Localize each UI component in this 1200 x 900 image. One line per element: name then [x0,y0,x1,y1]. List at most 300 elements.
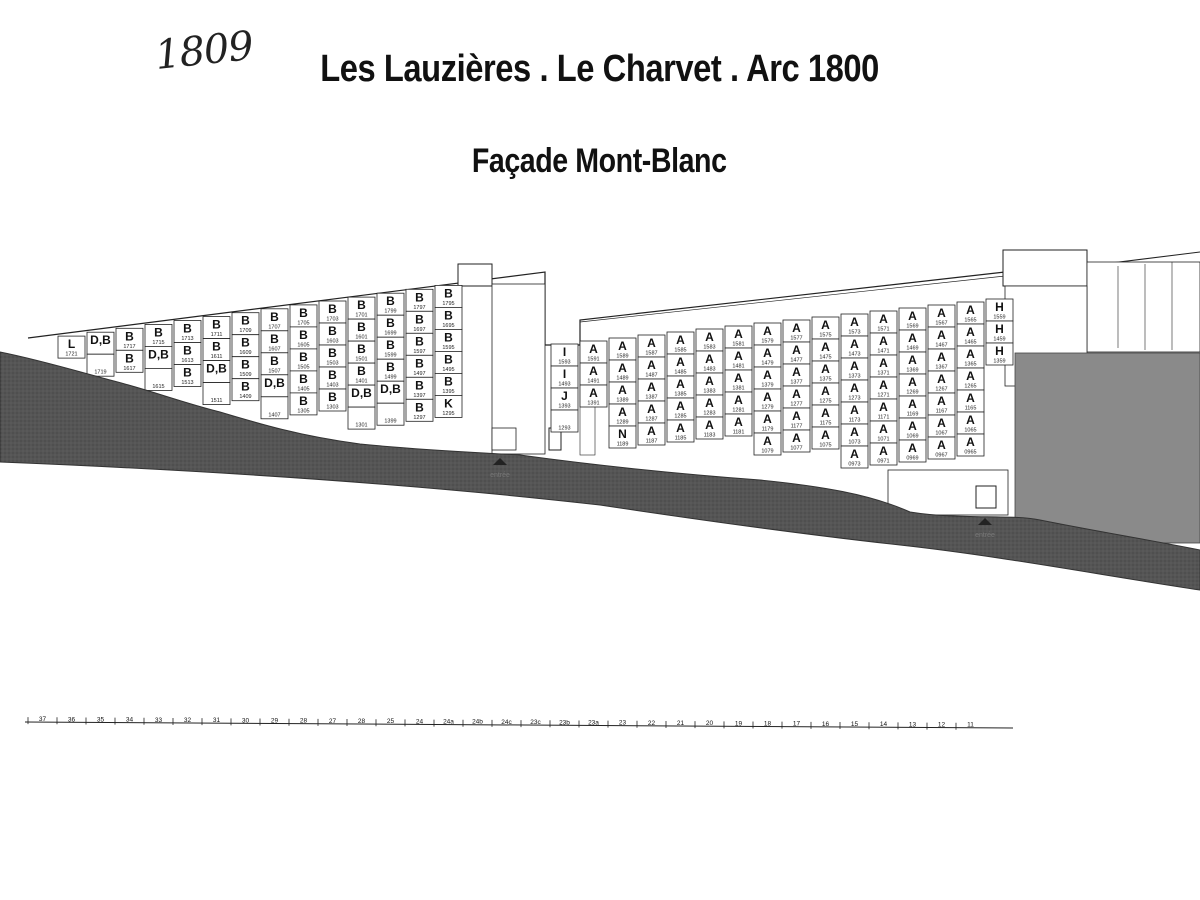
apartment-type-label: A [589,364,598,378]
apartment-type-label: A [850,425,859,439]
apartment-type-label: B [241,335,250,350]
apartment-number: 1709 [239,328,252,335]
apartment-type-label: A [937,438,946,452]
axis-label: 20 [705,720,714,728]
apartment-type-label: A [647,380,656,394]
apartment-type-label: A [676,333,685,347]
apartment-type-label: A [763,346,772,360]
apartment-number: 1575 [819,332,832,339]
apartment-number: 1371 [877,370,890,377]
apartment-type-label: B [328,302,337,316]
apartment-number: 1613 [181,358,194,364]
apartment-number: 1799 [384,308,397,315]
apartment-number: 1593 [558,359,571,366]
apartment-type-label: B [299,371,308,386]
apartment-type-label: A [792,431,801,445]
apartment-type-label: B [241,379,250,394]
apartment-number: 1395 [442,388,455,395]
apartment-type-label: D,B [380,382,401,397]
apartment-type-label: A [792,343,801,357]
apartment-number: 1185 [674,435,687,442]
apartment-type-label: A [763,434,772,448]
apartment-number: 1505 [297,364,310,371]
apartment-type-label: B [328,324,337,338]
apartment-type-label: A [618,383,627,397]
apartment-number: 1071 [877,436,890,443]
apartment-number: 1297 [413,414,426,421]
apartment-number: 1597 [413,348,426,355]
apartment-number: 1271 [877,392,890,399]
apartment-type-label: B [299,393,308,408]
apartment-number: 1293 [558,425,571,432]
apartment-type-label: B [299,327,308,342]
apartment-number: 1573 [848,329,861,336]
page-title: Les Lauzières . Le Charvet . Arc 1800 [320,48,879,90]
apartment-number: 1695 [442,322,455,329]
axis-label: 37 [38,716,47,724]
apartment-type-label: N [618,427,627,441]
apartment-type-label: A [705,352,714,366]
apartment-type-label: A [966,303,975,317]
apartment-type-label: B [270,309,279,324]
apartment-type-label: A [734,415,743,429]
apartment-number: 1389 [616,397,629,404]
apartment-number: 1507 [268,368,281,375]
apartment-type-label: I [562,345,567,359]
apartment-type-label: A [676,377,685,391]
apartment-number: 1169 [906,411,919,418]
apartment-number: 1073 [848,439,861,446]
apartment-number: 1379 [761,382,774,389]
apartment-type-label: B [357,364,366,379]
apartment-type-label: B [444,374,453,389]
apartment-number: 1499 [384,374,397,381]
apartment-type-label: A [734,327,743,341]
apartment-type-label: B [415,334,424,349]
apartment-type-label: B [444,286,453,301]
apartment-type-label: A [879,400,888,414]
apartment-number: 1393 [558,403,571,410]
apartment-number: 1579 [761,338,774,345]
axis-label: 15 [850,721,859,729]
apartment-number: 1577 [790,335,803,342]
apartment-type-label: A [589,342,598,356]
apartment-number: 1079 [761,448,774,455]
axis-label: 33 [154,716,163,724]
apartment-number: 1275 [819,398,832,405]
apartment-number: 1513 [181,380,194,386]
apartment-number: 1495 [442,366,455,373]
apartment-number: 1717 [123,343,136,350]
apartment-type-label: A [821,362,830,376]
apartment-number: 1591 [587,356,600,363]
apartment-number: 1459 [993,336,1006,343]
apartment-type-label: A [850,447,859,461]
apartment-type-label: B [444,352,453,367]
apartment-type-label: B [357,298,366,313]
apartment-type-label: A [705,374,714,388]
apartment-type-label: L [67,337,76,352]
apartment-number: 1475 [819,354,832,361]
apartment-type-label: A [879,444,888,458]
apartment-type-label: A [908,375,917,389]
apartment-number: 1377 [790,379,803,386]
apartment-type-label: B [183,365,192,380]
apartment-type-label: A [908,397,917,411]
apartment-number: 1171 [877,414,890,421]
apartment-type-label: B [241,357,250,372]
apartment-type-label: A [589,386,598,400]
apartment-number: 0969 [906,455,919,462]
apartment-number: 1391 [587,400,600,407]
apartment-type-label: B [444,330,453,345]
apartment-number: 1713 [181,336,194,342]
apartment-number: 1603 [326,338,339,345]
apartment-number: 1795 [442,300,455,307]
axis-label: 23b [559,719,570,727]
axis-label: 32 [183,716,192,724]
apartment-number: 1605 [297,342,310,349]
apartment-type-label: A [908,309,917,323]
axis-label: 23c [530,719,541,727]
apartment-type-label: B [328,368,337,382]
apartment-type-label: A [850,315,859,329]
axis-label: 36 [67,716,76,724]
apartment-number: 1265 [964,383,977,390]
apartment-type-label: A [821,340,830,354]
apartment-type-label: A [734,371,743,385]
entrance-label: entrée [490,472,510,479]
apartment-number: 1721 [65,351,78,358]
apartment-number: 1559 [993,314,1006,321]
apartment-number: 1719 [94,369,107,376]
apartment-number: 1595 [442,344,455,351]
apartment-type-label: D,B [90,333,111,348]
apartment-number: 1077 [790,445,803,452]
apartment-number: 1487 [645,372,658,379]
apartment-number: 1359 [993,358,1006,365]
apartment-type-label: B [386,360,395,375]
grid-axis [25,716,1013,730]
apartment-type-label: B [241,313,250,328]
apartment-number: 0971 [877,458,890,465]
apartment-type-label: H [995,322,1004,336]
apartment-type-label: B [444,308,453,323]
apartment-type-label: A [908,441,917,455]
apartment-type-label: B [357,342,366,357]
apartment-number: 1479 [761,360,774,367]
apartment-number: 1279 [761,404,774,411]
apartment-type-label: B [125,329,134,344]
axis-label: 11 [967,721,974,729]
apartment-number: 1385 [674,391,687,398]
apartment-number: 1269 [906,389,919,396]
axis-label: 14 [879,721,888,729]
axis-label: 18 [763,720,772,728]
apartment-type-label: B [386,294,395,309]
apartment-type-label: A [908,419,917,433]
apartment-number: 1065 [964,427,977,434]
axis-label: 24b [472,718,483,726]
apartment-number: 1601 [355,334,368,341]
apartment-number: 1289 [616,419,629,426]
axis-label: 24 [415,718,424,726]
apartment-number: 1287 [645,416,658,423]
apartment-number: 1281 [732,407,745,414]
apartment-number: 1711 [210,332,223,339]
apartment-number: 1565 [964,317,977,324]
apartment-type-label: A [647,336,656,350]
apartment-number: 1305 [297,408,310,415]
apartment-type-label: B [299,349,308,364]
apartment-number: 1465 [964,339,977,346]
apartment-number: 1467 [935,342,948,349]
apartment-number: 1181 [732,429,745,436]
apartment-type-label: A [937,416,946,430]
apartment-type-label: H [995,300,1004,314]
apartment-type-label: A [937,328,946,342]
apartment-type-label: A [966,413,975,427]
apartment-type-label: B [415,356,424,371]
apartment-type-label: D,B [206,361,227,376]
apartment-type-label: A [966,369,975,383]
apartment-number: 1173 [848,417,861,424]
apartment-number: 1611 [210,354,223,361]
apartment-number: 1409 [239,394,252,401]
axis-label: 16 [821,720,830,728]
apartment-number: 1165 [964,405,977,412]
apartment-type-label: A [879,356,888,370]
axis-label: 25 [386,718,395,726]
entrance-label: entrée [975,532,995,539]
apartment-number: 1587 [645,350,658,357]
apartment-number: 1503 [326,360,339,367]
axis-label: 29 [270,717,279,725]
apartment-number: 1267 [935,386,948,393]
apartment-number: 0965 [964,449,977,456]
apartment-number: 1469 [906,345,919,352]
axis-label: 19 [734,720,743,728]
axis-label: 17 [792,720,801,728]
apartment-type-label: A [908,331,917,345]
apartment-number: 1303 [326,404,339,411]
apartment-number: 1301 [355,422,368,429]
apartment-number: 1373 [848,373,861,380]
apartment-type-label: A [966,435,975,449]
apartment-type-label: A [647,424,656,438]
apartment-type-label: A [792,409,801,423]
apartment-number: 1369 [906,367,919,374]
apartment-type-label: A [821,384,830,398]
apartment-number: 0967 [935,452,948,459]
apartment-number: 1585 [674,347,687,354]
apartment-type-label: A [879,378,888,392]
apartment-number: 1501 [355,356,368,363]
apartment-type-label: B [386,316,395,331]
apartment-number: 1405 [297,386,310,393]
apartment-type-label: D,B [148,347,169,362]
axis-label: 21 [676,719,685,727]
apartment-type-label: A [676,421,685,435]
apartment-type-label: A [734,393,743,407]
apartment-type-label: D,B [264,375,285,390]
apartment-type-label: A [937,394,946,408]
apartment-number: 1797 [413,304,426,311]
apartment-number: 1295 [442,410,455,417]
apartment-type-label: A [966,347,975,361]
apartment-type-label: A [792,365,801,379]
apartment-type-label: B [212,317,221,332]
apartment-number: 1187 [645,438,658,445]
apartment-number: 1397 [413,392,426,399]
axis-label: 24a [443,718,454,726]
apartment-type-label: H [995,344,1004,358]
apartment-number: 1473 [848,351,861,358]
apartment-type-label: A [705,418,714,432]
apartment-number: 1615 [152,383,165,390]
apartment-number: 1705 [297,320,310,327]
apartment-type-label: A [618,339,627,353]
axis-label: 28 [299,717,308,725]
apartment-number: 1367 [935,364,948,371]
axis-label: 22 [647,719,656,727]
apartment-number: 1589 [616,353,629,360]
apartment-type-label: B [125,351,134,366]
apartment-number: 1375 [819,376,832,383]
apartment-type-label: B [415,400,424,415]
apartment-type-label: B [415,290,424,305]
apartment-type-label: A [821,428,830,442]
apartment-type-label: A [647,402,656,416]
apartment-number: 1567 [935,320,948,327]
apartment-type-label: A [792,321,801,335]
axis-label: 34 [125,716,134,724]
apartment-number: 1075 [819,442,832,449]
apartment-number: 1399 [384,418,397,425]
apartment-type-label: A [792,387,801,401]
apartment-type-label: B [154,325,163,340]
apartment-type-label: A [763,390,772,404]
apartment-number: 1569 [906,323,919,330]
axis-label: 13 [908,721,917,729]
apartment-type-label: A [879,312,888,326]
apartment-type-label: A [705,396,714,410]
apartment-type-label: B [270,331,279,346]
apartment-number: 1699 [384,330,397,337]
apartment-number: 1403 [326,382,339,389]
apartment-type-label: A [937,306,946,320]
apartment-type-label: A [908,353,917,367]
apartment-number: 1277 [790,401,803,408]
apartment-number: 1471 [877,348,890,355]
apartment-number: 1707 [268,324,281,331]
apartment-number: 1273 [848,395,861,402]
apartment-type-label: A [850,359,859,373]
apartment-type-label: B [212,339,221,354]
apartment-number: 1177 [790,423,803,430]
axis-label: 23 [618,719,627,727]
apartment-type-label: A [676,355,685,369]
apartment-type-label: A [705,330,714,344]
apartment-number: 1387 [645,394,658,401]
apartment-type-label: B [299,305,308,320]
apartment-number: 1609 [239,350,252,357]
axis-label: 35 [96,716,105,724]
apartment-type-label: A [763,412,772,426]
apartment-number: 1383 [703,388,716,395]
apartment-type-label: A [821,318,830,332]
page-subtitle: Façade Mont-Blanc [471,142,727,180]
apartment-type-label: B [357,320,366,335]
apartment-type-label: A [879,334,888,348]
apartment-number: 1365 [964,361,977,368]
apartment-number: 1497 [413,370,426,377]
axis-label: 24c [501,718,512,726]
apartment-number: 1285 [674,413,687,420]
apartment-type-label: A [966,325,975,339]
apartment-number: 1477 [790,357,803,364]
apartment-number: 1599 [384,352,397,359]
apartment-number: 1485 [674,369,687,376]
apartment-type-label: A [937,372,946,386]
apartment-number: 1189 [616,441,629,448]
apartment-number: 1167 [935,408,948,415]
apartment-number: 1617 [123,365,136,372]
apartment-type-label: A [879,422,888,436]
apartment-type-label: B [183,321,192,336]
apartment-number: 1489 [616,375,629,382]
apartment-number: 1401 [355,378,368,385]
axis-label: 12 [937,721,946,729]
apartment-number: 1581 [732,341,745,348]
apartment-type-label: B [415,312,424,327]
apartment-number: 0973 [848,461,861,468]
apartment-number: 1179 [761,426,774,433]
apartment-type-label: I [562,367,567,381]
apartment-type-label: B [328,346,337,360]
apartment-number: 1571 [877,326,890,333]
apartment-type-label: A [966,391,975,405]
apartment-number: 1509 [239,372,252,379]
apartment-number: 1381 [732,385,745,392]
apartment-type-label: D,B [351,386,372,401]
apartment-number: 1511 [210,398,223,405]
apartment-number: 1491 [587,378,600,385]
apartment-type-label: B [415,378,424,393]
apartment-number: 1183 [703,432,716,439]
apartment-number: 1283 [703,410,716,417]
apartment-number: 1697 [413,326,426,333]
apartment-type-label: A [821,406,830,420]
apartment-number: 1175 [819,420,832,427]
apartment-number: 1583 [703,344,716,351]
apartment-number: 1493 [558,381,571,388]
apartment-type-label: A [734,349,743,363]
apartment-number: 1703 [326,316,339,323]
apartment-type-label: A [850,403,859,417]
apartment-number: 1069 [906,433,919,440]
apartment-number: 1483 [703,366,716,373]
apartment-type-label: B [386,338,395,353]
apartment-type-label: A [850,381,859,395]
apartment-type-label: B [183,343,192,358]
apartment-type-label: B [270,353,279,368]
axis-label: 27 [328,717,337,725]
apartment-type-label: A [618,361,627,375]
apartment-type-label: A [618,405,627,419]
axis-label: 31 [212,717,221,725]
apartment-type-label: A [647,358,656,372]
